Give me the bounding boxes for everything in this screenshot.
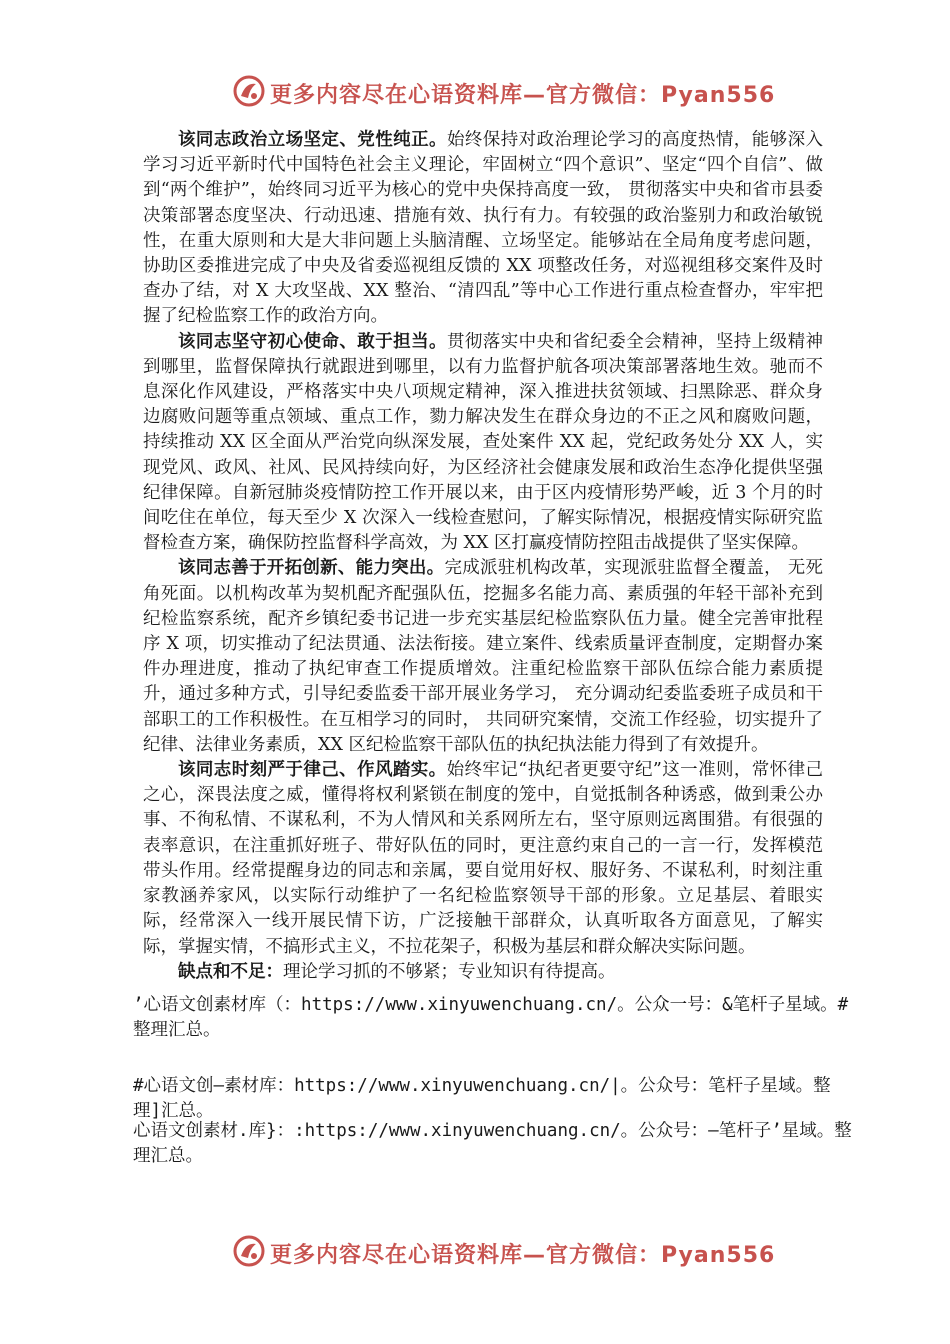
paragraph-innovation-ability bbox=[143, 556, 823, 758]
paragraph-lead: 该同志时刻严于律己、作风踏实。 bbox=[178, 760, 447, 781]
footer-note-2 bbox=[133, 1074, 853, 1124]
footer-note-3 bbox=[133, 1119, 853, 1169]
header-watermark-banner bbox=[0, 72, 950, 112]
paragraph-self-discipline bbox=[143, 758, 823, 960]
paragraph-shortcomings bbox=[143, 960, 823, 985]
paragraph-political-stance bbox=[143, 128, 823, 330]
footer-note-text: #心语文创—素材库：https://www.xinyuwenchuang.cn/|。公众号：笔杆子星域。整理]汇总。 bbox=[133, 1076, 831, 1121]
document-body bbox=[143, 128, 823, 985]
footer-note-1 bbox=[133, 993, 853, 1043]
paragraph-text: 完成派驻机构改革，实现派驻监督全覆盖， 无死角死面。以机构改革为契机配齐配强队伍，挖掘多名能力高、素质强的年轻干部补充到纪检监察系统，配齐乡镇纪委书记进一步充实基层纪检监察队伍力量。健全完善审批程序 X 项，切实推动了纪法贯通、法法衔接。建立案件、线索质量评查制度，定期督办案件办理进度，推动了执纪审查工作提质增效。注重纪检监察干部队伍综合能力素质提升，通过多种方式，引导纪委监委干部开展业务学习， 充分调动纪委监委班子成员和干部职工的工作积极性。在互相学习的同时， 共同研究案情，交流工作经验，切实提升了纪律、法律业务素质，XX 区纪检监察干部队伍的执纪执法能力得到了有效提升。 bbox=[143, 558, 824, 755]
paragraph-mission-responsibility bbox=[143, 330, 823, 557]
paragraph-text: 始终牢记“执纪者更要守纪”这一准则，常怀律己之心，深畏法度之威，懂得将权利紧锁在制度的笼中，自觉抵制各种诱惑，做到秉公办事、不徇私情、不谋私利，不为人情风和关系网所左右，坚守原则远离围猎。有很强的表率意识，在注重抓好班子、带好队伍的同时，更注意约束自己的一言一行，发挥模范带头作用。经常提醒身边的同志和亲属，要自觉用好权、服好务、不谋私利，时刻注重家教涵养家风，以实际行动维护了一名纪检监察领导干部的形象。立足基层、着眼实际，经常深入一线开展民情下访，广泛接触干部群众，认真听取各方面意见，了解实际，掌握实情，不搞形式主义，不拉花架子，积极为基层和群众解决实际问题。 bbox=[143, 760, 823, 957]
watermark-text: 更多内容尽在心语资料库—官方微信：Pyan556 bbox=[270, 83, 776, 108]
paragraph-text: 始终保持对政治理论学习的高度热情，能够深入学习习近平新时代中国特色社会主义理论，牢固树立“四个意识”、坚定“四个自信”、做到“两个维护”，始终同习近平为核心的党中央保持高度一致， 贯彻落实中央和省市县委决策部署态度坚决、行动迅速、措施有效、执行有力。有较强的政治鉴别力和政治敏锐性，在重大原则和大是大非问题上头脑清醒、立场坚定。能够站在全局角度考虑问题，协助区委推进完成了中央及省委巡视组反馈的 XX 项整改任务，对巡视组移交案件及时查办了结，对 X 大攻坚战、XX 整治、“清四乱”等中心工作进行重点检查督办，牢牢把握了纪检监察工作的政治方向。 bbox=[143, 130, 824, 327]
paragraph-lead: 该同志政治立场坚定、党性纯正。 bbox=[178, 130, 447, 150]
paragraph-lead: 该同志善于开拓创新、能力突出。 bbox=[178, 558, 445, 579]
footer-note-text: 心语文创素材.库}：:https://www.xinyuwenchuang.cn/。公众号：—笔杆子’星域。整理汇总。 bbox=[133, 1121, 852, 1166]
paragraph-text: 贯彻落实中央和省纪委全会精神，坚持上级精神到哪里，监督保障执行就跟进到哪里，以有力监督护航各项决策部署落地生效。驰而不息深化作风建设，严格落实中央八项规定精神，深入推进扶贫领域、扫黑除恶、群众身边腐败问题等重点领域、重点工作，勠力解决发生在群众身边的不正之风和腐败问题，持续推动 XX 区全面从严治党向纵深发展，查处案件 XX 起，党纪政务处分 XX 人，实现党风、政风、社风、民风持续向好，为区经济社会健康发展和政治生态净化提供坚强纪律保障。自新冠肺炎疫情防控工作开展以来，由于区内疫情形势严峻，近 3 个月的时间吃住在单位，每天至少 X 次深入一线检查慰问，了解实际情况，根据疫情实际研究监督检查方案，确保防控监督科学高效，为 XX 区打赢疫情防控阻击战提供了坚实保障。 bbox=[143, 331, 824, 554]
paragraph-lead: 该同志坚守初心使命、敢于担当。 bbox=[178, 331, 447, 352]
footer-watermark-banner bbox=[0, 1232, 950, 1272]
seal-logo-icon bbox=[232, 1234, 266, 1268]
watermark-text: 更多内容尽在心语资料库—官方微信：Pyan556 bbox=[270, 1243, 776, 1268]
footer-note-text: ’心语文创素材库（：https://www.xinyuwenchuang.cn/。公众一号：&笔杆子星域。#整理汇总。 bbox=[133, 995, 849, 1040]
paragraph-lead: 缺点和不足： bbox=[178, 961, 283, 982]
paragraph-text: 理论学习抓的不够紧；专业知识有待提高。 bbox=[283, 961, 616, 982]
seal-logo-icon bbox=[232, 74, 266, 108]
